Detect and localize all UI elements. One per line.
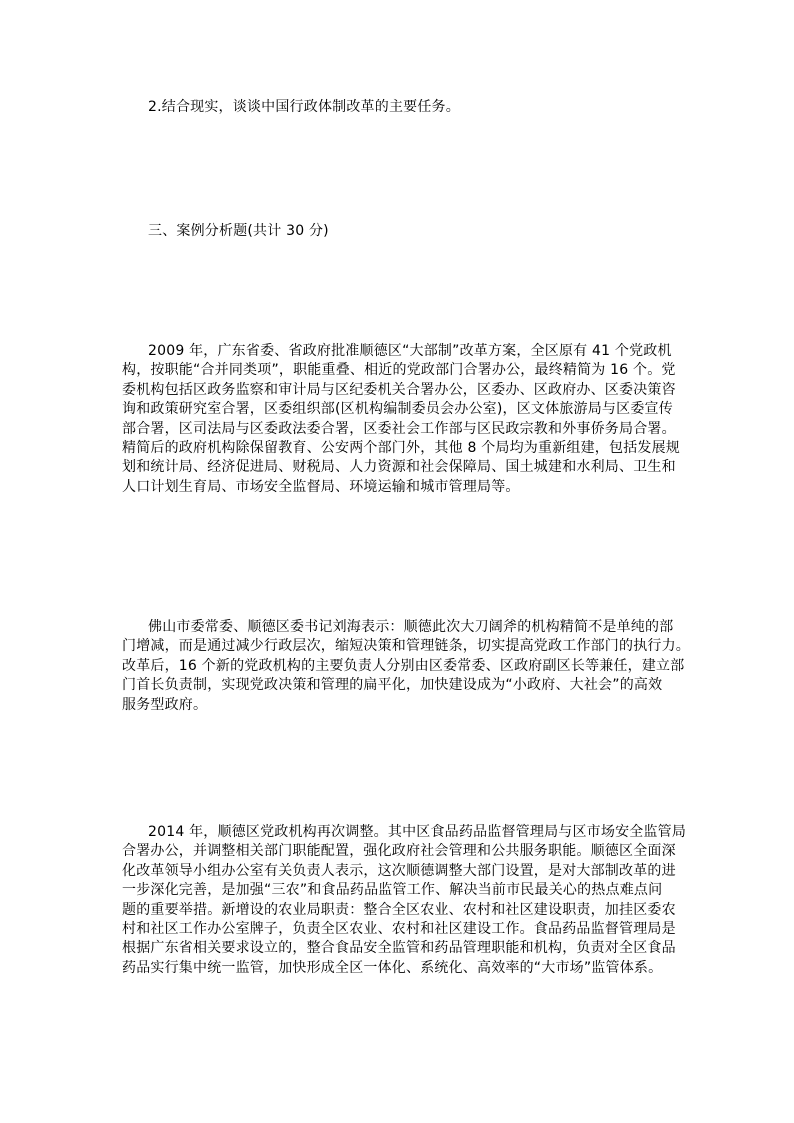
paragraph-line: 精简后的政府机构除保留教育、公安两个部门外，其他 8 个局均为重新组建，包括发展规 — [122, 439, 681, 456]
case-paragraph-2 — [122, 618, 690, 715]
paragraph-line: 委机构包括区政务监察和审计局与区纪委机关合署办公，区委办、区政府办、区委决策咨 — [122, 381, 676, 398]
paragraph-line: 一步深化完善，是加强“三农”和食品药品监管工作、解决当前市民最关心的热点难点问 — [122, 882, 663, 899]
paragraph-line: 题的重要举措。新增设的农业局职责：整合全区农业、农村和社区建设职责，加挂区委农 — [122, 901, 676, 918]
paragraph-line: 服务型政府。 — [122, 696, 208, 713]
paragraph-line: 人口计划生育局、市场安全监督局、环境运输和城市管理局等。 — [122, 478, 520, 495]
section-3-title: 三、案例分析题(共计 30 分) — [148, 223, 329, 239]
case-paragraph-3 — [122, 823, 687, 978]
paragraph-line: 2014 年，顺德区党政机构再次调整。其中区食品药品监督管理局与区市场安全监管局 — [148, 824, 687, 840]
case-paragraph-1 — [122, 342, 682, 497]
paragraph-line: 药品实行集中统一监管，加快形成全区一体化、系统化、高效率的“大市场”监管体系。 — [122, 959, 663, 976]
paragraph-line: 询和政策研究室合署，区委组织部(区机构编制委员会办公室)，区文体旅游局与区委宣传 — [122, 401, 673, 418]
paragraph-line: 化改革领导小组办公室有关负责人表示，这次顺德调整大部门设置，是对大部制改革的进 — [122, 862, 676, 879]
paragraph-line: 合署办公，并调整相关部门职能配置，强化政府社会管理和公共服务职能。顺德区全面深 — [122, 843, 676, 860]
paragraph-line: 佛山市委常委、顺德区委书记刘海表示：顺德此次大刀阔斧的机构精简不是单纯的部 — [148, 619, 674, 635]
paragraph-line: 门增减，而是通过减少行政层次，缩短决策和管理链条，切实提高党政工作部门的执行力。 — [122, 638, 690, 655]
paragraph-line: 划和统计局、经济促进局、财税局、人力资源和社会保障局、国土城建和水利局、卫生和 — [122, 459, 676, 476]
paragraph-line: 部合署，区司法局与区委政法委合署，区委社会工作部与区民政宗教和外事侨务局合署。 — [122, 420, 676, 437]
paragraph-line: 门首长负责制，实现党政决策和管理的扁平化，加快建设成为“小政府、大社会”的高效 — [122, 677, 663, 694]
question-2-text: 2.结合现实，谈谈中国行政体制改革的主要任务。 — [148, 99, 460, 115]
paragraph-line: 改革后，16 个新的党政机构的主要负责人分别由区委常委、区政府副区长等兼任，建立部 — [122, 657, 685, 674]
paragraph-line: 村和社区工作办公室牌子，负责全区农业、农村和社区建设工作。食品药品监督管理局是 — [122, 920, 676, 937]
paragraph-line: 构，按职能“合并同类项”，职能重叠、相近的党政部门合署办公，最终精简为 16 个。党 — [122, 362, 676, 379]
paragraph-line: 2009 年，广东省委、省政府批准顺德区“大部制”改革方案，全区原有 41 个党政机 — [148, 343, 672, 359]
paragraph-line: 根据广东省相关要求设立的，整合食品安全监管和药品管理职能和机构，负责对全区食品 — [122, 940, 676, 957]
question-2 — [122, 98, 682, 117]
section-3-heading — [122, 222, 682, 241]
